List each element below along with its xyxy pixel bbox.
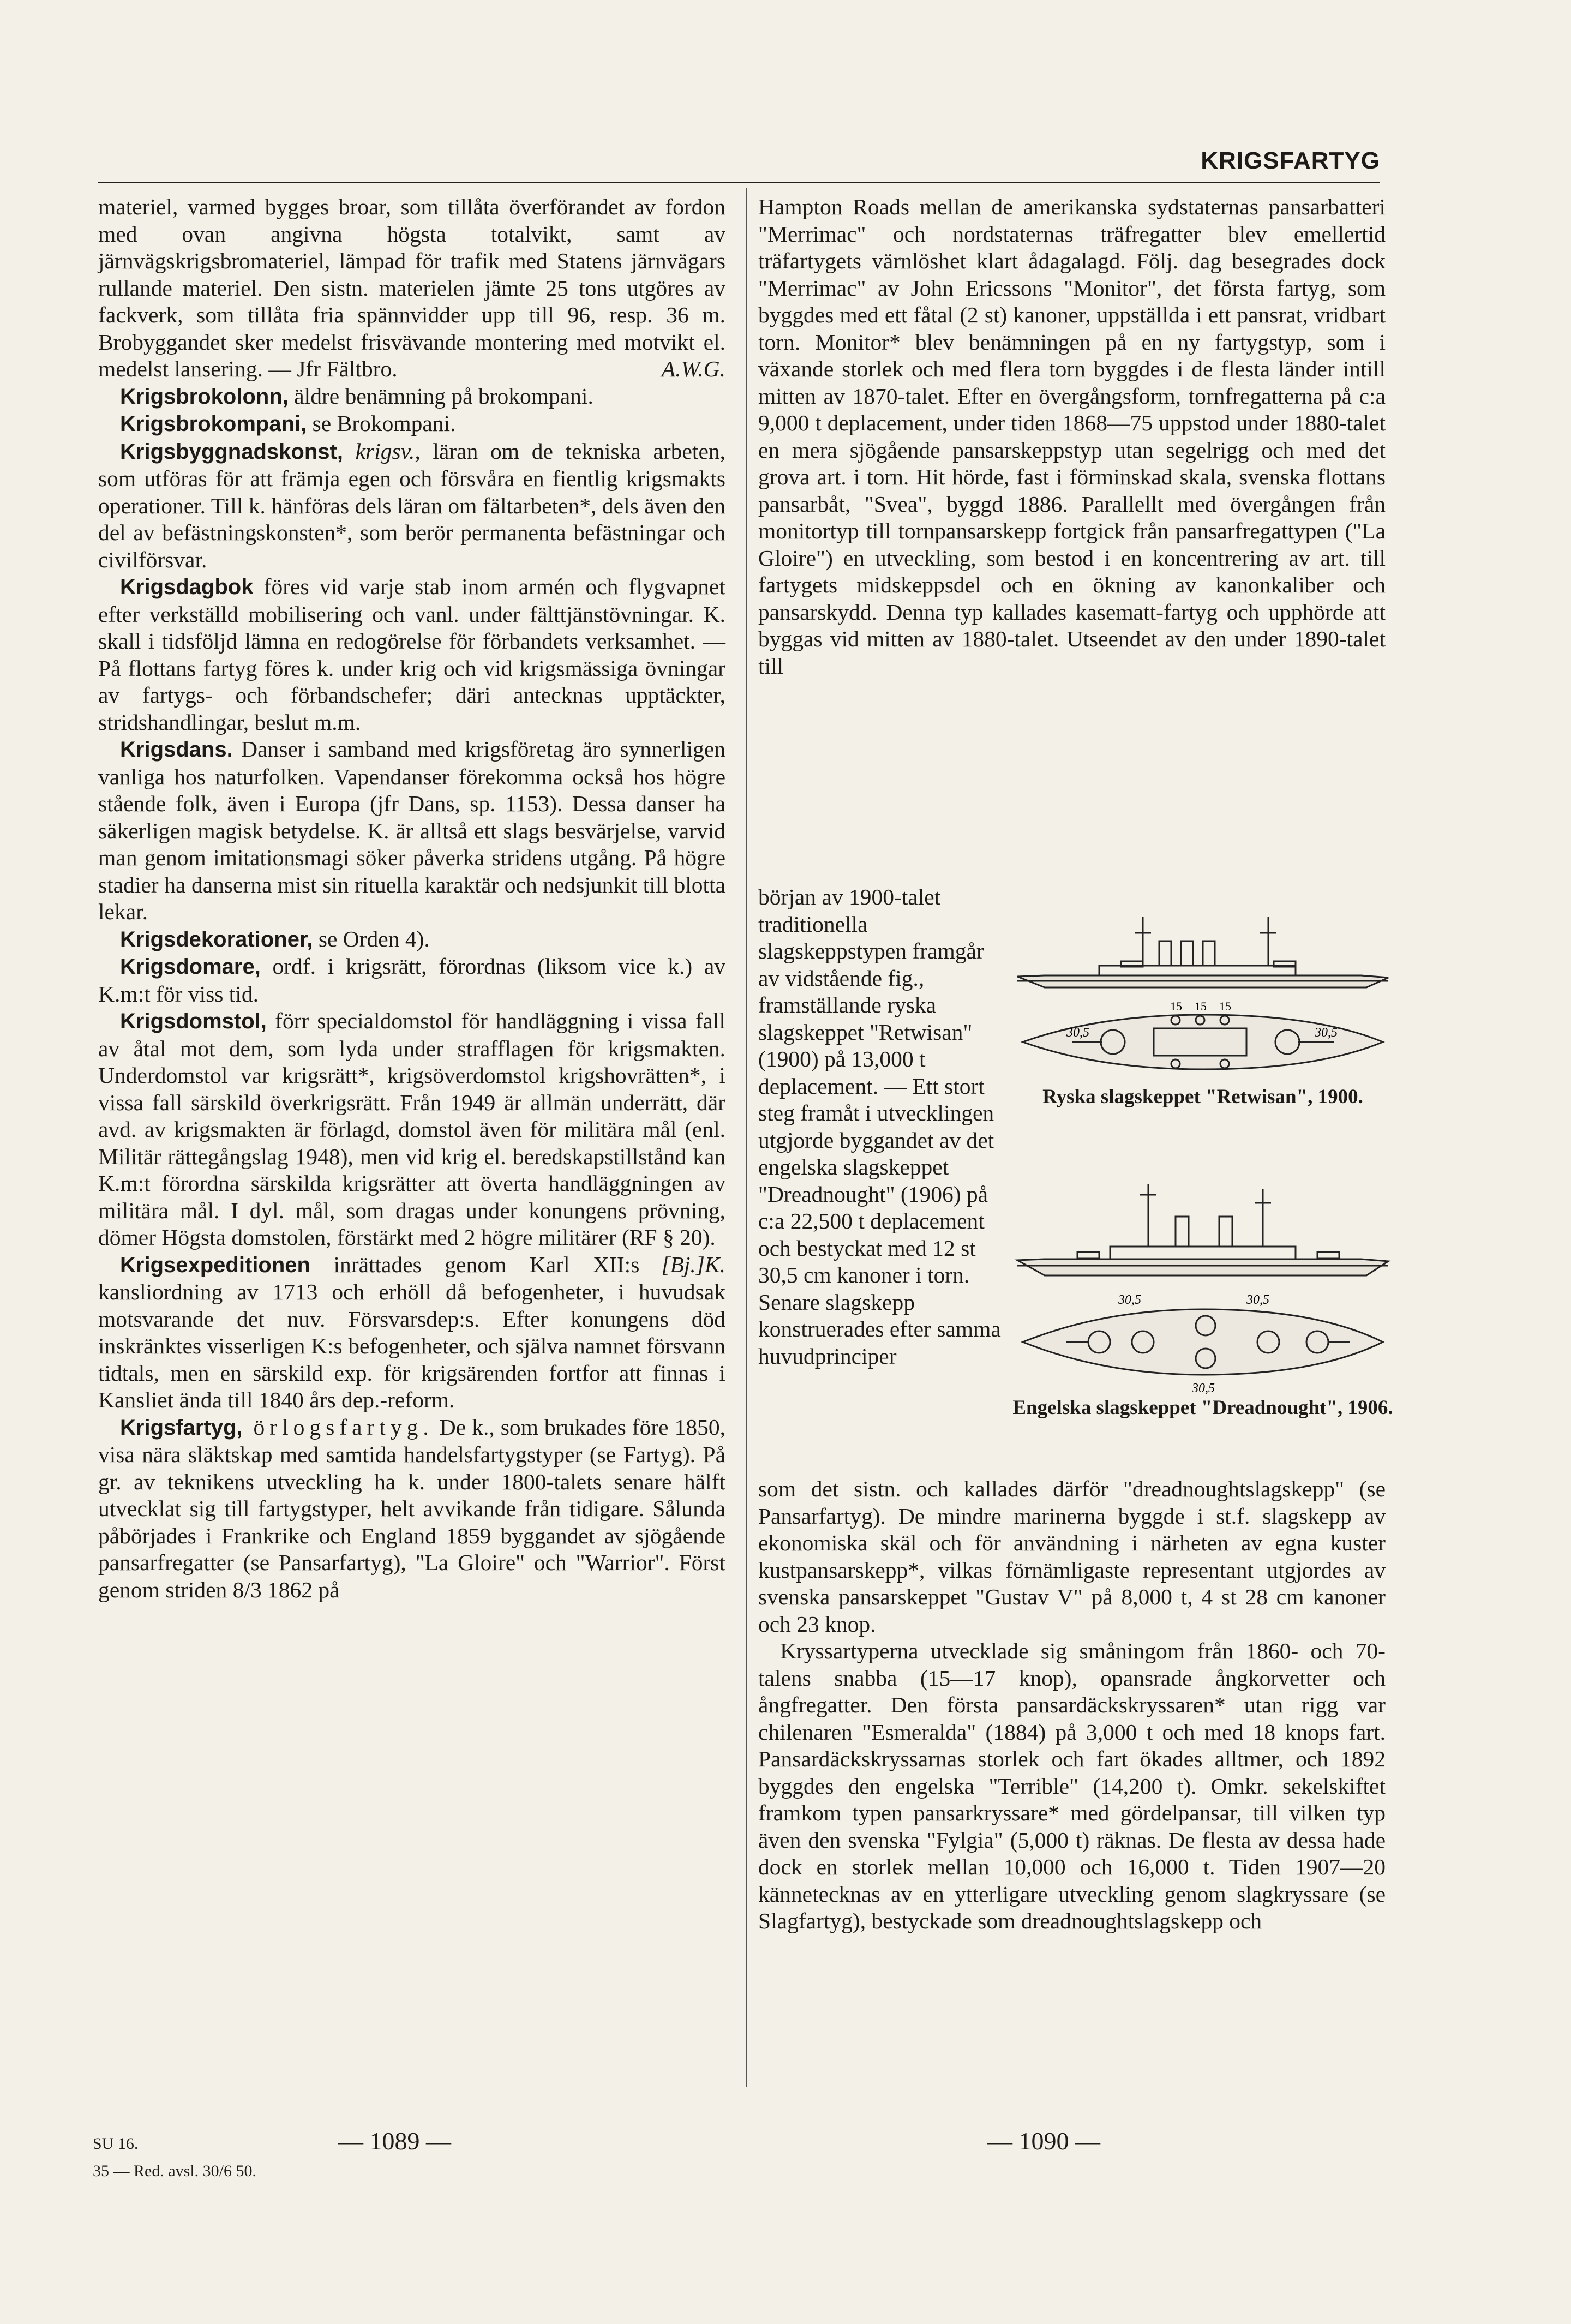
- entry-synonym: örlogsfartyg.: [242, 1414, 434, 1440]
- gun-caliber-label: 30,5: [1066, 1026, 1089, 1040]
- footer-signature: SU 16.: [93, 2135, 139, 2153]
- right-column-bottom: [758, 1476, 1386, 1935]
- gun-caliber-label: 15: [1219, 999, 1231, 1013]
- entry-text: materiel, varmed bygges broar, som tillåta överförandet av fordon med ovan angivna högsta totalvikt, samt av järnvägskrigsbromateriel, lämpad för trafik med Statens järnvägars rullande materiel. Den sistn. materielen jämte 25 tons utgöres av fackverk, som tillåta fria spännvidder upp till 96, resp. 36 m. Brobyggandet sker medelst frisvävande montering med motvikt el. medelst lansering. — Jfr Fältbro.: [98, 194, 725, 381]
- entry-headword: Krigsexpeditionen: [120, 1253, 310, 1277]
- entry-text: inrättades genom Karl XII:s kansliordning av 1713 och erhöll då befogenheter, i huvudsak motsvarande det nuv. Försvarsdep:s. Efter konungens död inskränktes visserligen K:s befogenheter, och själva namnet försvann tidtals, men en särskild exp. för krigsärenden fortfor att finnas i Kansliet ända till 1840 års dep.-reform.: [98, 1251, 725, 1412]
- entry-headword: Krigsbyggnadskonst,: [120, 439, 343, 464]
- gun-caliber-label: 15: [1195, 999, 1207, 1013]
- entry-text: förr specialdomstol för handläggning i vissa fall av åtal mot dem, som lyda under strafflagen för krigsmakten. Underdomstol var krigsrätt*, krigsöverdomstol krigshovrätten*, i vissa fall särskild överkrigsrätt. Från 1949 är allmän underrätt, där avd. av krigsmakten är förlagd, domstol även för militära mål (enl. Militär rättegångslag 1948), men vid krig el. beredskapstillstånd kan K.m:t förordna särskilda krigsrätter att överta handläggningen av militära mål. I dyl. mål, som dragas under konungens prövning, dömer Högsta domstolen, förstärkt med 2 högre militärer (RF § 20).: [98, 1008, 725, 1250]
- page-number-right: — 1090 —: [987, 2127, 1100, 2155]
- entry-text: De k., som brukades före 1850, visa nära släktskap med samtida handelsfartygstyper (se Fartyg). På gr. av teknikens utveckling ha k. under 1800-talets senare hälft utvecklat sig till fartygstyper, helt avvikande från tidigare. Sålunda påbörjades i Frankrike och England 1859 byggandet av sjögående pansarfregatter (se Pansarfartyg), "La Gloire" och "Warrior". Först genom striden 8/3 1862 på: [98, 1414, 725, 1602]
- gun-caliber-label: 30,5: [1315, 1026, 1338, 1040]
- entry-headword: Krigsbrokolonn,: [120, 384, 289, 409]
- entry-text: se Orden 4).: [313, 926, 430, 951]
- page-number-left: — 1089 —: [338, 2127, 451, 2155]
- footer-imprint: [93, 2130, 256, 2185]
- gun-caliber-label: 15: [1170, 999, 1182, 1013]
- right-paragraph-1: Hampton Roads mellan de amerikanska sydstaternas pansarbatteri "Merrimac" och nordstaternas träfregatter blev emellertid träfartygets värnlöshet klart ådagalagd. Följ. dag besegrades dock "Merrimac" av John Ericssons "Monitor", det första fartyg, som byggdes med ett fåtal (2 st) kanoner, uppställda i ett pansrat, vridbart torn. Monitor* blev benämningen på en ny fartygstyp, som i växande storlek och med flera torn byggdes i de flesta länder intill mitten av 1870-talet. Efter en övergångsform, tornfregatterna på c:a 9,000 t deplacement, under tiden 1868—75 uppstod under 1880-talet en mera sjögående pansarskeppstyp utan segelrigg och med det grova art. i torn. Hit hörde, fast i förminskad skala, svenska flottans pansarbåt, "Svea", byggd 1886. Parallellt med övergången från monitortyp till tornpansarskepp fortgick från pansarfregattypen ("La Gloire") en utveckling, som bestod i en koncentrering av art. till fartygets midskeppsdel och en ökning av kanonkaliber och pansarskydd. Denna typ kallades kasematt-fartyg och upphörde att byggas vid mitten av 1880-talet. Utseendet av den under 1890-talet till: [758, 194, 1386, 679]
- entry-abbrev: krigsv.,: [343, 438, 421, 464]
- entry-continuation: [98, 194, 725, 383]
- column-divider: [746, 188, 747, 2087]
- retwisan-profile-drawing: [1012, 911, 1394, 998]
- entry-headword: Krigsdagbok: [120, 575, 254, 599]
- gun-caliber-label: 30,5: [1192, 1381, 1215, 1395]
- figure-dreadnought: [1012, 1178, 1394, 1419]
- entry-headword: Krigsfartyg,: [120, 1415, 243, 1440]
- entry-text: läran om de tekniska arbeten, som utföras för att främja egen och försvåra en fientlig krigsmakts operationer. Till k. hänföras dels läran om fältarbeten*, dels även den del av befästningskonsten*, som berör permanenta befästningar och civilförsvar.: [98, 438, 725, 572]
- entry-krigsexpeditionen: [98, 1251, 725, 1414]
- entry-text: se Brokompani.: [307, 411, 456, 436]
- entry-krigsdomare: [98, 953, 725, 1008]
- entry-krigsdekorationer: [98, 926, 725, 954]
- footer-edition-note: 35 — Red. avsl. 30/6 50.: [93, 2162, 256, 2180]
- retwisan-plan-drawing: [1012, 998, 1394, 1086]
- entry-headword: Krigsdans.: [120, 738, 233, 762]
- entry-headword: Krigsbrokompani,: [120, 412, 307, 436]
- right-paragraph-3: Kryssartyperna utvecklade sig småningom från 1860- och 70-talens snabba (15—17 knop), opansrade ångkorvetter och ångfregatter. Den första pansardäckskryssaren* utan rigg var chilenaren "Esmeralda" (1884) på 3,000 t och med 18 knops fart. Pansardäckskryssarnas storlek och fart ökades alltmer, och 1892 byggdes den engelska "Terrible" (14,200 t). Omkr. sekelskiftet framkom typen pansarkryssare* med gördelpansar, till vilken typ även den svenska "Fylgia" (5,000 t) räknas. De flesta av dessa hade dock en storlek mellan 10,000 och 16,000 t. Tiden 1907—20 kännetecknas av en ytterligare utveckling genom slagkryssare (se Slagfartyg), bestyckade som dreadnoughtslagskepp och: [758, 1638, 1386, 1933]
- entry-text: föres vid varje stab inom armén och flygvapnet efter verkställd mobilisering och vanl. under fälttjänstövningar. K. skall i tidsföljd lämna en redogörelse för förbandets verksamhet. — På flottans fartyg föres k. under krig och vid krigsmässiga övningar av fartygs- och förbandschefer; däri antecknas upptäckter, stridshandlingar, beslut m.m.: [98, 574, 725, 735]
- entry-signature: A.W.G.: [661, 356, 725, 381]
- entry-krigsbrokolonn: [98, 383, 725, 411]
- entry-text: Danser i samband med krigsföretag äro synnerligen vanliga hos naturfolken. Vapendanser förekomma också hos högre stående folk, även i Europa (jfr Dans, sp. 1153). Dessa danser ha säkerligen magisk betydelse. K. är alltså ett slags besvärjelse, varvid man genom imitationsmagi söker påverka stridens utgång. På högre stadier ha danserna mist sin rituella karaktär och nedsjunkit till blotta lekar.: [98, 736, 725, 924]
- entry-krigsbrokompani: [98, 410, 725, 438]
- entry-krigsbyggnadskonst: [98, 438, 725, 574]
- entry-text: ordf. i krigsrätt, förordnas (liksom vice k.) av K.m:t för viss tid.: [98, 954, 725, 1007]
- gun-caliber-label: 30,5: [1246, 1293, 1269, 1307]
- dreadnought-plan-drawing: [1012, 1287, 1394, 1397]
- right-column-wrap-text: [758, 884, 1006, 1370]
- right-column-top: [758, 194, 1386, 680]
- gun-caliber-label: 30,5: [1118, 1293, 1141, 1307]
- entry-krigsfartyg: [98, 1414, 725, 1604]
- entry-headword: Krigsdekorationer,: [120, 927, 313, 951]
- right-paragraph-2: som det sistn. och kallades därför "dreadnoughtslagskepp" (se Pansarfartyg). De mindre marinerna byggde i st.f. slagskepp av ekonomiska skäl och för användning i närheten av egna kuster kustpansarskepp*, vilkas förnämligaste representant utgjordes av svenska pansarskeppet "Gustav V" på 8,000 t, 4 st 28 cm kanoner och 23 knop.: [758, 1476, 1386, 1637]
- running-head: KRIGSFARTYG: [1201, 147, 1380, 174]
- entry-headword: Krigsdomare,: [120, 955, 261, 979]
- left-column: [98, 194, 725, 1603]
- figure-retwisan: [1012, 911, 1394, 1109]
- figure-caption: Ryska slagskeppet "Retwisan", 1900.: [1042, 1086, 1363, 1108]
- dreadnought-profile-drawing: [1012, 1178, 1394, 1287]
- entry-krigsdagbok: [98, 573, 725, 736]
- figure-caption: Engelska slagskeppet "Dreadnought", 1906.: [1012, 1397, 1393, 1419]
- entry-krigsdans: [98, 736, 725, 926]
- entry-text: äldre benämning på brokompani.: [288, 383, 593, 409]
- wrap-paragraph: början av 1900-talet traditionella slagskeppstypen framgår av vidstående fig., framställande ryska slagskeppet "Retwisan" (1900) på 13,000 t deplacement. — Ett stort steg framåt i utvecklingen utgjorde byggandet av det engelska slagskeppet "Dreadnought" (1906) på c:a 22,500 t deplacement och bestyckat med 12 st 30,5 cm kanoner i torn. Senare slagskepp konstruerades efter samma huvudprinciper: [758, 884, 1001, 1369]
- entry-headword: Krigsdomstol,: [120, 1009, 267, 1033]
- header-rule: [98, 182, 1380, 183]
- entry-signature: [Bj.]K.: [661, 1251, 725, 1277]
